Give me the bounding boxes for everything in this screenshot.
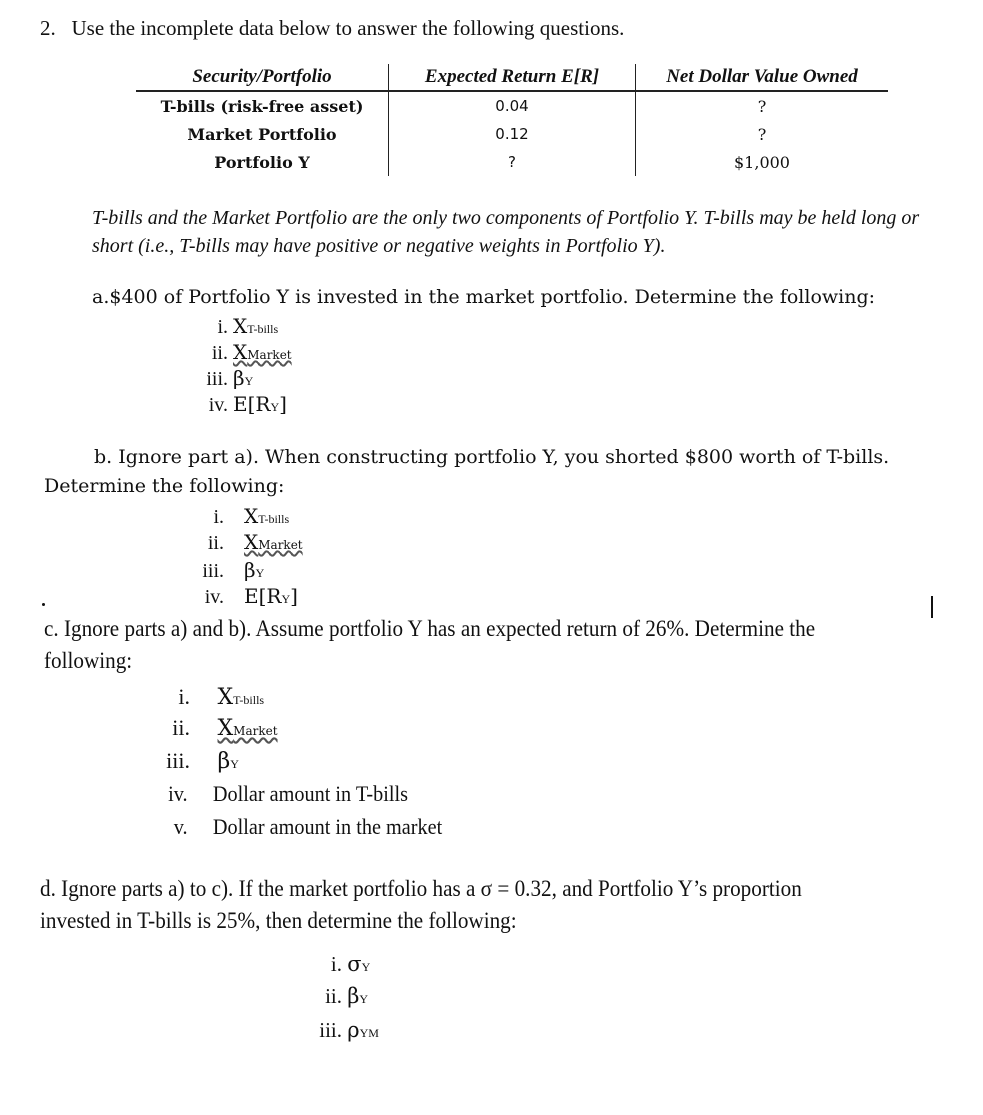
part-d-prompt-line2: invested in T-bills is 25%, then determine the following: [40,908,517,933]
part-a-item-1 [200,314,278,339]
part-c-item-3 [160,748,239,774]
part-c-item-4 [160,781,408,807]
part-b-item-4 [196,584,298,609]
item-sub: Y [281,592,291,606]
question-heading [40,16,624,41]
item-number: i. [217,316,228,338]
stray-dot [42,603,45,606]
item-sub: Y [359,992,369,1006]
part-d-item-1 [314,952,370,977]
item-number: i. [178,684,190,709]
part-d-item-2 [314,984,368,1009]
part-a-item-3 [200,366,253,391]
part-b-prompt-line2: Determine the following: [44,475,285,497]
part-b-prompt-line1: b. Ignore part a). When constructing portfolio Y, you shorted $800 worth of T-bills. [94,446,890,468]
item-text: Dollar amount in T-bills [212,781,408,806]
item-number: iv. [168,781,188,806]
item-sub: Y [255,566,265,580]
item-sub: T-bills [247,322,279,336]
part-a-item-4 [200,392,287,417]
table-cell: $1,000 [636,148,889,176]
note-paragraph: T-bills and the Market Portfolio are the only two components of Portfolio Y. T-bills may be held long or short (i.e., T-bills may have positive or negative weights in Portfolio Y). [92,207,920,257]
part-c-item-5 [160,814,442,840]
data-table [136,64,888,176]
item-var: β [347,984,360,1008]
item-sub: Y [361,960,371,974]
item-number: i. [213,506,224,528]
header-expected-return: Expected Return E[R] [389,64,636,91]
item-number: iii. [319,1018,342,1042]
item-sub: Y [230,757,239,771]
table-row [136,148,888,176]
part-c-prompt-line1: c. Ignore parts a) and b). Assume portfolio Y has an expected return of 26%. Determine the [44,616,816,641]
item-var: E[R [233,392,271,416]
table-cell: T-bills (risk-free asset) [160,96,364,116]
item-sub: T-bills [233,693,265,707]
table-cell: ? [636,91,889,120]
item-sub: YM [359,1026,379,1040]
item-number: iv. [204,586,224,608]
item-var: XMarket [244,530,303,554]
table-header-row [136,64,888,91]
item-var: ρ [347,1018,360,1042]
part-a-item-2 [200,340,292,365]
item-var: β [217,749,231,774]
item-var: XMarket [233,340,292,364]
table-cell: 0.12 [389,120,636,148]
part-c-item-2 [160,715,278,741]
part-b-item-1 [196,504,289,529]
table-cell: Market Portfolio [187,124,337,144]
question-number: 2. [40,16,56,40]
item-var: X [217,685,234,710]
header-net-dollar: Net Dollar Value Owned [636,64,889,91]
item-number: iii. [166,748,190,773]
part-b-item-2 [196,530,303,555]
item-number: ii. [207,532,224,554]
table-cell: 0.04 [389,91,636,120]
item-number: ii. [325,984,342,1008]
part-b-item-3 [196,558,264,583]
part-c-item-1 [160,684,264,710]
part-d-item-3 [314,1018,379,1043]
table-cell: Portfolio Y [214,152,310,172]
item-var: X [233,314,248,338]
item-sub: T-bills [258,512,290,526]
header-security: Security/Portfolio [136,64,389,91]
text-cursor [931,596,933,618]
table-cell: ? [389,148,636,176]
part-c-prompt-line2: following: [44,648,133,673]
item-number: v. [173,814,188,839]
table-row [136,91,888,120]
item-number: i. [330,952,342,976]
part-d-prompt-line1: d. Ignore parts a) to c). If the market portfolio has a σ = 0.32, and Portfolio Y’s proportion [40,876,802,901]
item-number: iv. [208,394,228,416]
item-var: β [233,366,245,390]
item-text: Dollar amount in the market [212,814,443,839]
item-var: XMarket [217,716,278,741]
item-tail: ] [290,584,298,608]
item-number: iii. [202,560,224,582]
item-number: ii. [211,342,228,364]
item-number: iii. [206,368,228,390]
item-number: ii. [172,715,190,740]
item-sub: Y [270,400,280,414]
item-sub: Y [244,374,254,388]
part-a-prompt: a.$400 of Portfolio Y is invested in the market portfolio. Determine the following: [92,286,876,308]
item-tail: ] [279,392,287,416]
table-cell: ? [636,120,889,148]
item-var: X [244,504,259,528]
item-var: σ [347,952,362,976]
table-row [136,120,888,148]
item-var: β [244,558,256,582]
question-text: Use the incomplete data below to answer the following questions. [71,16,625,40]
item-var: E[R [244,584,282,608]
